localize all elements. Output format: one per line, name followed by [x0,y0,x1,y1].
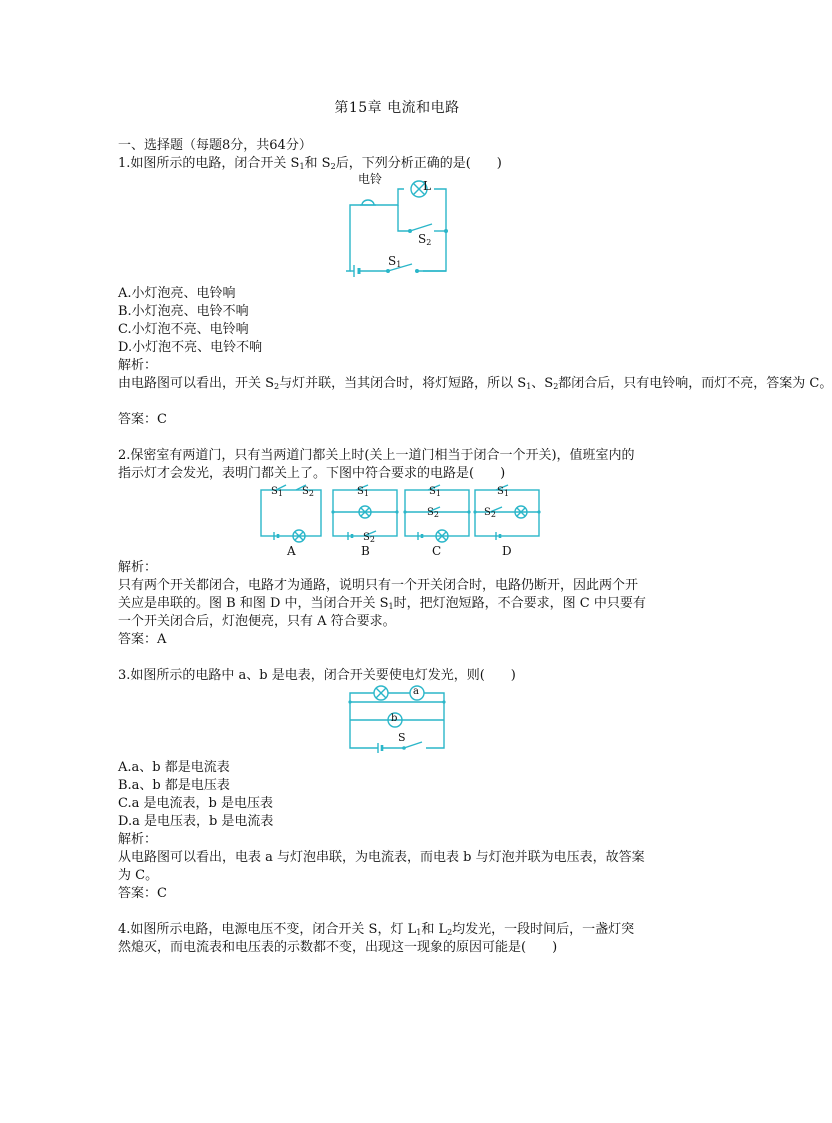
q1-answer: 答案：C [118,412,167,427]
q2-stem-line2: 指示灯才会发光，表明门都关上了。下图中符合要求的电路是( ) [118,466,506,481]
q3-option-b: B.a、b 都是电压表 [118,778,230,793]
q3-analysis-line1: 从电路图可以看出，电表 a 与灯泡串联，为电流表，而电表 b 与灯泡并联为电压表，故答案 [118,850,645,865]
q2-analysis-label: 解析： [118,560,158,575]
q2-answer: 答案：A [118,632,167,647]
q2-caption-d: D [502,544,512,558]
q2-analysis-line1: 只有两个开关都闭合，电路才为通路，说明只有一个开关闭合时，电路仍断开，因此两个开 [118,578,639,593]
q3-meter-a-label: a [413,686,419,697]
q2-caption-c: C [432,544,442,558]
q3-meter-b-label: b [391,713,398,724]
q1-option-c: C.小灯泡不亮、电铃响 [118,322,249,337]
q3-option-d: D.a 是电压表，b 是电流表 [118,814,274,829]
q2-caption-a: A [287,544,296,558]
q3-option-c: C.a 是电流表，b 是电压表 [118,796,273,811]
q3-analysis-line2: 为 C。 [118,868,159,883]
q2-b-s2-label: $S_2$ [363,532,375,544]
q2-a-s2-label: $S_2$ [302,486,314,498]
page-title: 第15章 电流和电路 [334,100,460,116]
q1-option-b: B.小灯泡亮、电铃不响 [118,304,249,319]
q3-circuit-diagram [346,684,448,754]
q2-b-s1-label: $S_1$ [357,486,369,498]
q3-switch-label: S [398,731,406,744]
q1-analysis-label: 解析： [118,358,158,373]
q2-circuit-diagrams [256,482,546,560]
q1-circuit-diagram [340,172,460,280]
q1-stem: 1.如图所示的电路，闭合开关 $S_1$和 $S_2$后，下列分析正确的是( ) [118,156,502,171]
q1-bell-label: 电铃 [358,172,383,186]
q3-option-a: A.a、b 都是电流表 [118,760,230,775]
q2-analysis-line2: 关应是串联的。图 B 和图 D 中，当闭合开关 $S_1$时，把灯泡短路，不合要求，图 C 中只要有 [118,596,646,611]
q2-analysis-line3: 一个开关闭合后，灯泡便亮，只有 A 符合要求。 [118,614,396,629]
q3-answer: 答案：C [118,886,167,901]
q2-d-s2-label: $S_2$ [484,507,496,519]
q1-analysis-line1: 由电路图可以看出，开关 $S_2$与灯并联，当其闭合时，将灯短路，所以 $S_1$、$S_2$都闭合后，只有电铃响，而灯不亮，答案为 C。 [118,376,832,391]
q1-s1-label: $S_1$ [388,254,402,269]
q4-stem-line2: 然熄灭，而电流表和电压表的示数都不变，出现这一现象的原因可能是( ) [118,940,558,955]
q3-stem: 3.如图所示的电路中 a、b 是电表，闭合开关要使电灯发光，则( ) [118,668,516,683]
q3-analysis-label: 解析： [118,832,158,847]
q2-a-s1-label: $S_1$ [271,486,283,498]
q2-c-s2-label: $S_2$ [427,507,439,519]
q2-stem-line1: 2.保密室有两道门，只有当两道门都关上时(关上一道门相当于闭合一个开关)，值班室内的 [118,448,635,463]
q1-s2-label: $S_2$ [418,232,432,247]
q1-option-d: D.小灯泡不亮、电铃不响 [118,340,263,355]
q2-d-s1-label: $S_1$ [497,486,509,498]
q2-caption-b: B [361,544,370,558]
q4-stem-line1: 4.如图所示电路，电源电压不变，闭合开关 S，灯 $L_1$和 $L_2$均发光，一段时间后，一盏灯突 [118,922,635,937]
section-heading: 一、选择题（每题8分，共64分） [118,138,312,153]
q1-option-a: A.小灯泡亮、电铃响 [118,286,236,301]
q2-c-s1-label: $S_1$ [429,486,441,498]
q1-lamp-label: L [423,179,431,193]
